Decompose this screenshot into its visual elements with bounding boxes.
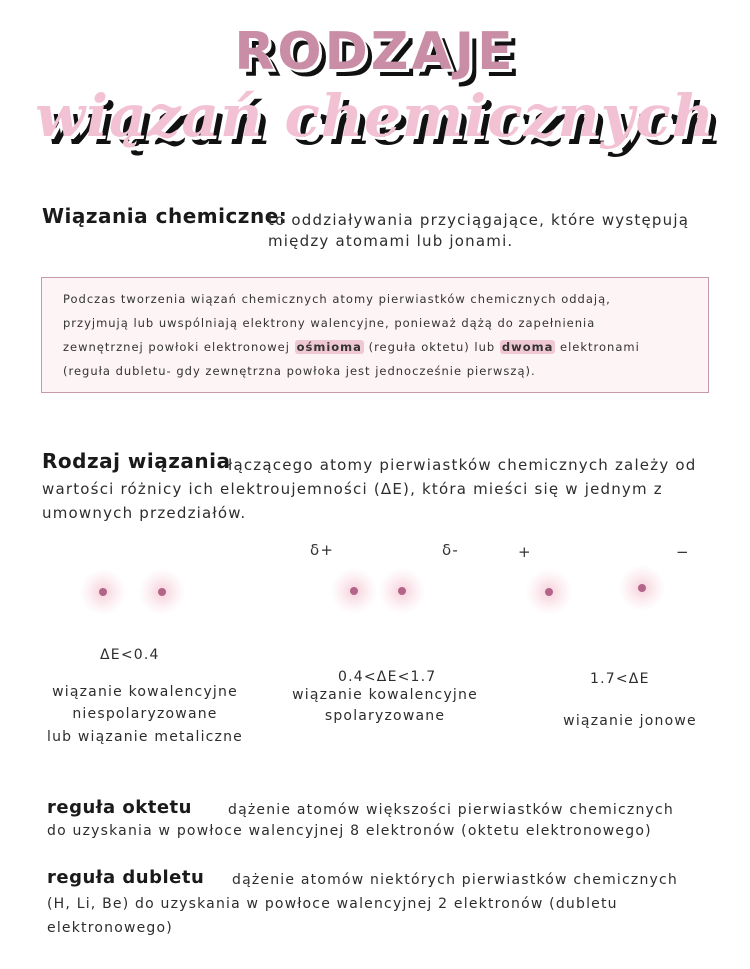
bond-2-range: 0.4<ΔE<1.7 <box>338 669 437 685</box>
charge-minus: − <box>676 543 690 561</box>
atom-glow <box>331 568 377 614</box>
charge-delta-minus: δ- <box>442 541 459 559</box>
definition-term: Wiązania chemiczne: <box>42 204 288 228</box>
atom-glow <box>379 568 425 614</box>
bond-type-line-2: wartości różnicy ich elektroujemności (ΔE), która mieści się w jednym z <box>42 480 663 498</box>
title-subtitle: wiązań chemicznych <box>35 82 715 150</box>
atom-dot <box>99 588 107 596</box>
atom-dot <box>398 587 406 595</box>
charge-delta-plus: δ+ <box>310 541 335 559</box>
bond-type-line-3: umownych przedziałów. <box>42 504 247 522</box>
bond-1-caption-line-2: niespolaryzowane <box>72 706 218 722</box>
bond-3-caption-line-1: wiązanie jonowe <box>563 713 697 729</box>
highlight-osmioma: ośmioma <box>296 340 362 354</box>
bond-1-caption-line-1: wiązanie kowalencyjne <box>52 684 238 700</box>
bond-2-caption-line-2: spolaryzowane <box>324 708 446 724</box>
doublet-rule-line-1: dążenie atomów niektórych pierwiastków chemicznych <box>232 872 678 888</box>
definition-line-2: między atomami lub jonami. <box>268 232 514 250</box>
atom-dot <box>158 588 166 596</box>
bond-1-caption-line-3: lub wiązanie metaliczne <box>46 729 243 745</box>
title-main: RODZAJE <box>234 22 516 82</box>
octet-rule-line-1: dążenie atomów większości pierwiastków chemicznych <box>228 802 674 818</box>
doublet-rule-line-2: (H, Li, Be) do uzyskania w powłoce walencyjnej 2 elektronów (dubletu <box>47 896 618 912</box>
atom-dot <box>545 588 553 596</box>
bond-1-range: ΔE<0.4 <box>100 647 160 663</box>
definition-line-1: to oddziaływania przyciągające, które występują <box>268 211 690 229</box>
note-line-2: przyjmują lub uwspólniają elektrony walencyjne, ponieważ dążą do zapełnienia <box>63 316 596 330</box>
note-box <box>41 277 709 393</box>
highlight-dwoma: dwoma <box>501 340 554 354</box>
octet-rule-line-2: do uzyskania w powłoce walencyjnej 8 elektronów (oktetu elektronowego) <box>47 823 652 839</box>
atom-dot <box>638 584 646 592</box>
note-line-3: zewnętrznej powłoki elektronowej ośmioma (reguła oktetu) lub dwoma elektronami <box>63 340 640 354</box>
bond-type-term: Rodzaj wiązania <box>42 449 231 473</box>
atom-glow <box>139 569 185 615</box>
doublet-rule-line-3: elektronowego) <box>47 920 173 936</box>
atom-glow <box>80 569 126 615</box>
note-line-4: (reguła dubletu- gdy zewnętrzna powłoka jest jednocześnie pierwszą). <box>63 364 536 378</box>
atom-dot <box>350 587 358 595</box>
octet-rule-term: reguła oktetu <box>47 797 192 818</box>
bond-2-caption-line-1: wiązanie kowalencyjne <box>292 687 478 703</box>
atom-glow <box>619 565 665 611</box>
charge-plus: + <box>518 543 532 561</box>
bond-type-line-1: łączącego atomy pierwiastków chemicznych zależy od <box>228 456 697 474</box>
note-line-1: Podczas tworzenia wiązań chemicznych atomy pierwiastków chemicznych oddają, <box>63 292 611 306</box>
doublet-rule-term: reguła dubletu <box>47 867 205 888</box>
atom-glow <box>526 569 572 615</box>
bond-3-range: 1.7<ΔE <box>590 671 650 687</box>
